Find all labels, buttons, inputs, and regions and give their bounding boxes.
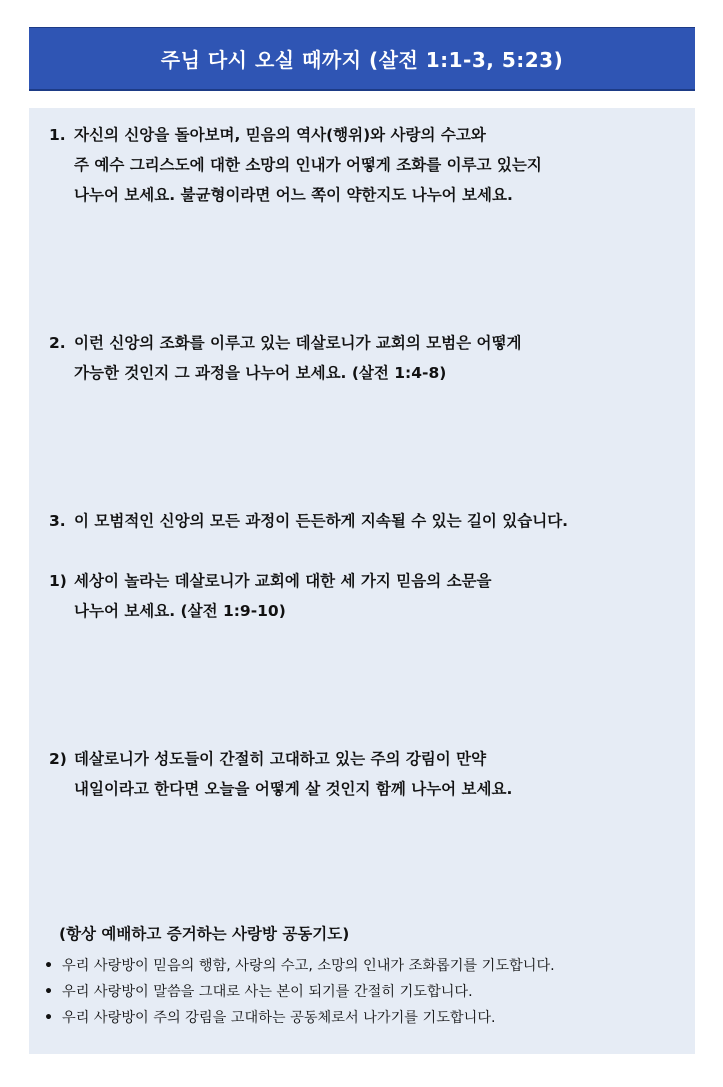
- question-2: [49, 328, 521, 388]
- subquestion-number: 2): [49, 750, 67, 768]
- question-line: 내일이라고 한다면 오늘을 어떻게 살 것인지 함께 나누어 보세요.: [74, 780, 513, 798]
- bullet-icon: •: [44, 958, 54, 974]
- question-panel: [29, 108, 695, 1054]
- question-number: 2.: [49, 334, 66, 352]
- prayer-item-text: 우리 사랑방이 믿음의 행함, 사랑의 수고, 소망의 인내가 조화롭기를 기도합니다.: [62, 958, 555, 974]
- page-title-text: 주님 다시 오실 때까지 (살전 1:1-3, 5:23): [160, 48, 564, 72]
- question-line: 이 모범적인 신앙의 모든 과정이 든든하게 지속될 수 있는 길이 있습니다.: [74, 512, 569, 530]
- prayer-title: (항상 예배하고 증거하는 사랑방 공동기도): [59, 925, 350, 943]
- prayer-item-text: 우리 사랑방이 말씀을 그대로 사는 본이 되기를 간절히 기도합니다.: [62, 984, 473, 1000]
- question-number: 3.: [49, 512, 66, 530]
- bullet-icon: •: [44, 1010, 54, 1026]
- question-line: 이런 신앙의 조화를 이루고 있는 데살로니가 교회의 모범은 어떻게: [74, 334, 522, 352]
- question-line: 세상이 놀라는 데살로니가 교회에 대한 세 가지 믿음의 소문을: [74, 572, 492, 590]
- question-3: [49, 506, 568, 536]
- question-line: 데살로니가 성도들이 간절히 고대하고 있는 주의 강림이 만약: [74, 750, 487, 768]
- question-number: 1.: [49, 126, 66, 144]
- prayer-item-text: 우리 사랑방이 주의 강림을 고대하는 공동체로서 나가기를 기도합니다.: [62, 1010, 496, 1026]
- subquestion-2: [49, 744, 512, 804]
- question-1: [49, 120, 542, 210]
- question-line: 가능한 것인지 그 과정을 나누어 보세요. (살전 1:4-8): [74, 364, 447, 382]
- prayer-item: [44, 979, 555, 1005]
- prayer-item: [44, 1005, 555, 1031]
- page-title: [29, 27, 695, 91]
- subquestion-1: [49, 566, 492, 626]
- question-line: 주 예수 그리스도에 대한 소망의 인내가 어떻게 조화를 이루고 있는지: [74, 156, 542, 174]
- question-line: 나누어 보세요. 불균형이라면 어느 쪽이 약한지도 나누어 보세요.: [74, 186, 513, 204]
- question-line: 나누어 보세요. (살전 1:9-10): [74, 602, 286, 620]
- subquestion-number: 1): [49, 572, 67, 590]
- question-line: 자신의 신앙을 돌아보며, 믿음의 역사(행위)와 사랑의 수고와: [74, 126, 486, 144]
- prayer-list: [44, 953, 555, 1031]
- prayer-item: [44, 953, 555, 979]
- bullet-icon: •: [44, 984, 54, 1000]
